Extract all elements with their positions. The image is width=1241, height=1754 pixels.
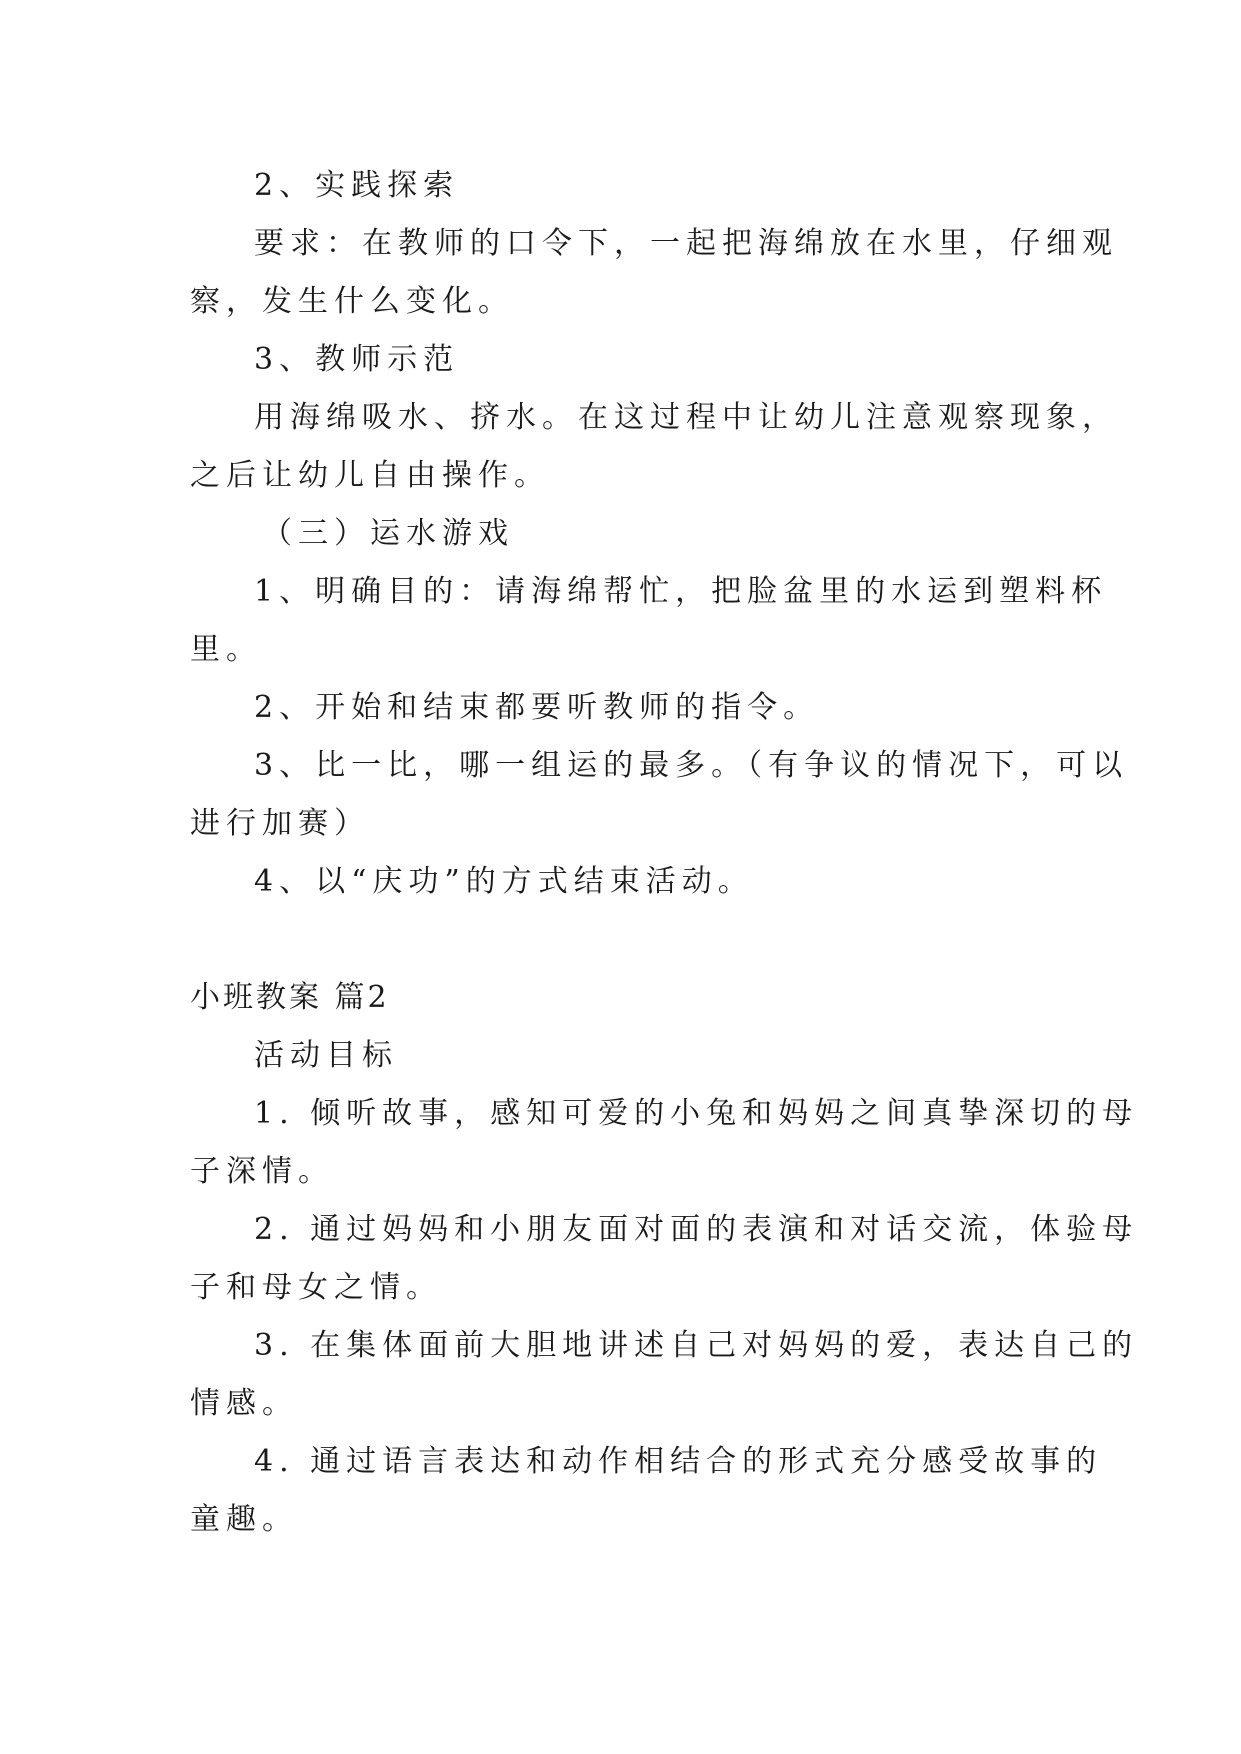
paragraph-line: 里。 [190, 632, 262, 667]
section-heading-water-game: （三）运水游戏 [262, 516, 514, 551]
paragraph-line: 1. 倾听故事，感知可爱的小兔和妈妈之间真挚深切的母 [254, 1096, 1139, 1131]
paragraph-line: 之后让幼儿自由操作。 [190, 458, 550, 493]
paragraph-line: 子和母女之情。 [190, 1270, 442, 1305]
step-heading-practice: 2、实践探索 [254, 168, 460, 203]
paragraph-line: 4. 通过语言表达和动作相结合的形式充分感受故事的 [254, 1444, 1103, 1479]
activity-goals-heading: 活动目标 [254, 1038, 398, 1073]
paragraph-line: 1、明确目的：请海绵帮忙，把脸盆里的水运到塑料杯 [254, 574, 1108, 609]
step-heading-demo: 3、教师示范 [254, 342, 460, 377]
paragraph-line: 2、开始和结束都要听教师的指令。 [254, 690, 820, 725]
lesson-plan-title: 小班教案 篇2 [190, 980, 390, 1015]
paragraph-line: 2. 通过妈妈和小朋友面对面的表演和对话交流，体验母 [254, 1212, 1139, 1247]
paragraph-line: 进行加赛） [190, 806, 370, 841]
paragraph-line: 童趣。 [190, 1502, 298, 1537]
paragraph-line: 情感。 [190, 1386, 298, 1421]
paragraph-line: 4、以“庆功”的方式结束活动。 [254, 864, 754, 899]
paragraph-line: 子深情。 [190, 1154, 334, 1189]
paragraph-line: 要求：在教师的口令下，一起把海绵放在水里，仔细观 [254, 226, 1118, 261]
paragraph-line: 3、比一比，哪一组运的最多。（有争议的情况下，可以 [254, 748, 1129, 783]
paragraph-line: 3. 在集体面前大胆地讲述自己对妈妈的爱，表达自己的 [254, 1328, 1139, 1363]
paragraph-line: 用海绵吸水、挤水。在这过程中让幼儿注意观察现象， [254, 400, 1118, 435]
paragraph-line: 察，发生什么变化。 [190, 284, 514, 319]
